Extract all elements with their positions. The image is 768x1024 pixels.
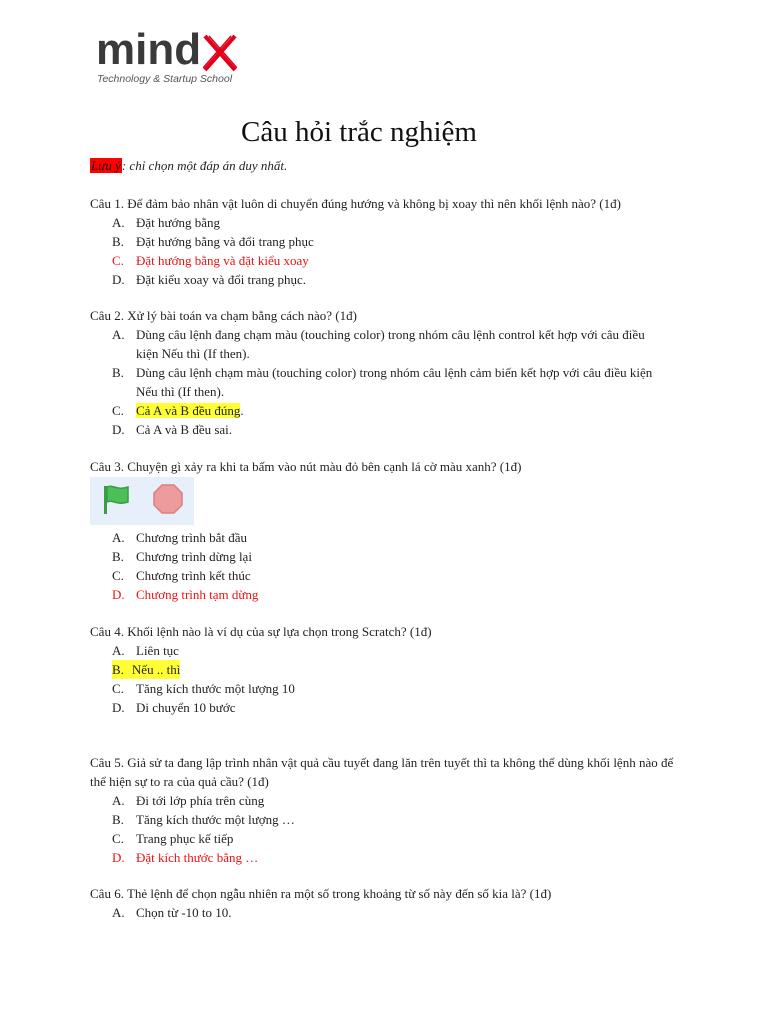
question-2 (90, 306, 666, 439)
option-b: B. Chương trình dừng lại (112, 549, 252, 564)
option-b: B. Tăng kích thước một lượng … (112, 812, 295, 827)
option-c: C. Chương trình kết thúc (112, 568, 251, 583)
option-c: C. Trang phục kế tiếp (112, 831, 234, 846)
note-text: : chỉ chọn một đáp án duy nhất. (121, 158, 288, 173)
logo (96, 25, 237, 85)
question-4 (90, 622, 666, 717)
question-3-options (90, 528, 666, 604)
highlighted-answer: Nếu .. thì (124, 660, 180, 679)
option-b: B. Dùng câu lệnh chạm màu (touching color) trong nhóm câu lệnh cảm biến kết hợp với câu điều kiện Nếu thì (If then). (112, 365, 653, 399)
option-a: A. Đi tới lớp phía trên cùng (112, 793, 265, 808)
option-d-correct: D. Đặt kích thước bằng … (112, 850, 259, 865)
option-d: D. Đặt kiểu xoay và đổi trang phục. (112, 272, 307, 287)
scratch-controls-image (90, 477, 194, 525)
green-flag-icon (101, 483, 131, 520)
option-a: A. Liên tục (112, 643, 179, 658)
question-text: Câu 5. Giả sử ta đang lập trình nhân vật quả cầu tuyết đang lăn trên tuyết thì ta không thể dùng khối lệnh nào để thể hiện sự to ra của quả cầu? (1đ) (90, 755, 674, 789)
option-d: D. Cả A và B đều sai. (112, 422, 233, 437)
option-d-correct: D. Chương trình tạm dừng (112, 587, 259, 602)
option-a: A. Chọn từ -10 to 10. (112, 905, 232, 920)
question-text: Câu 1. Để đảm bảo nhân vật luôn di chuyển đúng hướng và không bị xoay thì nên khối lệnh nào? (1đ) (90, 196, 621, 211)
option-b: B. Đặt hướng bằng và đổi trang phục (112, 234, 314, 249)
note-label: Lưu ý (91, 158, 121, 173)
question-6 (90, 884, 666, 922)
option-d: D. Di chuyển 10 bước (112, 700, 236, 715)
option-a: A. Đặt hướng bằng (112, 215, 220, 230)
question-text: Câu 3. Chuyện gì xảy ra khi ta bấm vào nút màu đỏ bên cạnh lá cờ màu xanh? (1đ) (90, 459, 522, 474)
logo-tagline: Technology & Startup School (97, 73, 233, 85)
page-title: Câu hỏi trắc nghiệm (241, 116, 477, 148)
option-a: A. Dùng câu lệnh đang chạm màu (touching color) trong nhóm câu lệnh control kết hợp với câu điều kiện Nếu thì (If then). (112, 327, 645, 361)
question-text: Câu 6. Thẻ lệnh để chọn ngẫu nhiên ra một số trong khoảng từ số này đến số kia là? (1đ) (90, 886, 552, 901)
option-c: C. Tăng kích thước một lượng 10 (112, 681, 295, 696)
logo-word: mind (96, 25, 202, 74)
question-text: Câu 2. Xử lý bài toán va chạm bằng cách nào? (1đ) (90, 308, 357, 323)
option-b-correct: B. Nếu .. thì (112, 662, 181, 677)
stop-sign-icon (152, 483, 184, 520)
note (90, 158, 287, 174)
question-1 (90, 194, 666, 289)
option-a: A. Chương trình bắt đầu (112, 530, 248, 545)
question-5 (90, 753, 680, 867)
highlighted-answer: Cả A và B đều đúng (136, 403, 241, 418)
option-c-correct: C. Cả A và B đều đúng. (112, 403, 244, 418)
logo-x-icon (203, 32, 237, 72)
question-3 (90, 457, 521, 476)
option-c-correct: C. Đặt hướng bằng và đặt kiểu xoay (112, 253, 309, 268)
question-text: Câu 4. Khối lệnh nào là ví dụ của sự lựa chọn trong Scratch? (1đ) (90, 624, 432, 639)
